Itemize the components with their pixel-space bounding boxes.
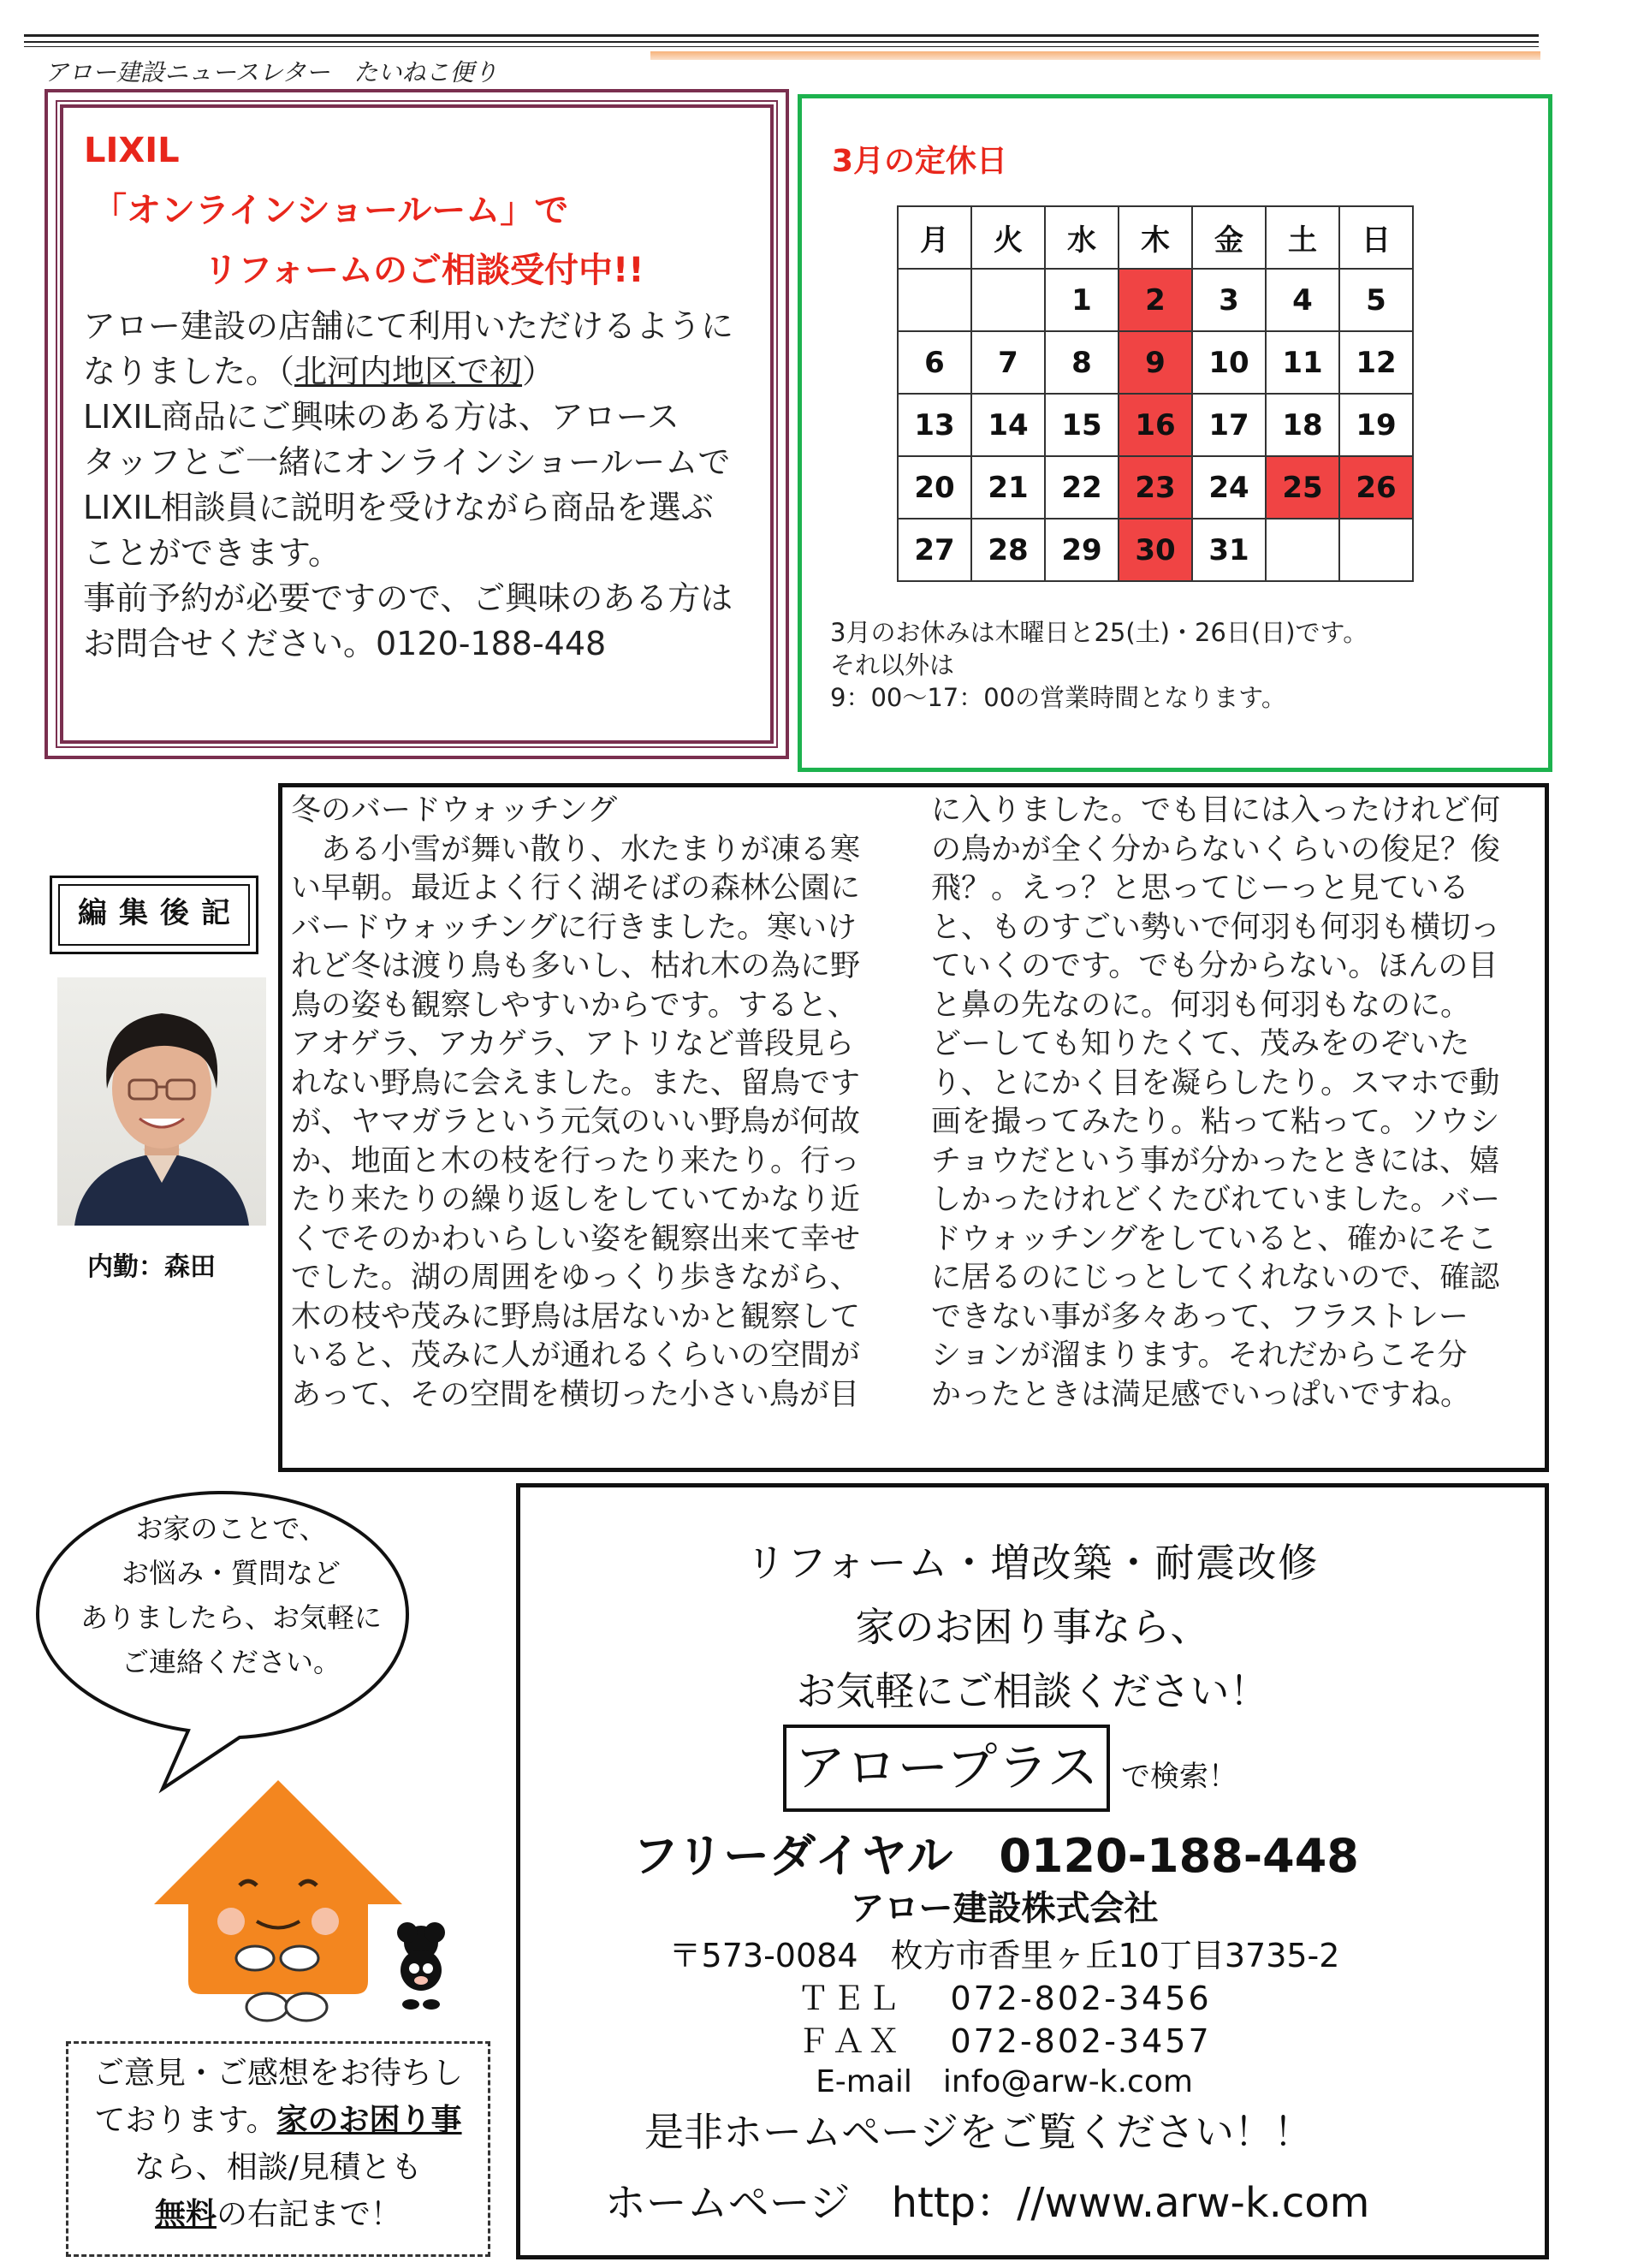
essay-line: れない野鳥に会えました。また、留鳥です: [291, 1066, 861, 1101]
essay-line: 冬のバードウォッチング: [291, 793, 618, 828]
weekday-header: 木: [1119, 206, 1192, 269]
house-trouble-emphasis: 家のお困り事: [276, 2103, 462, 2138]
homepage-url: ホームページ http：//www.arw-k.com: [604, 2179, 1370, 2227]
calendar-day: 14: [971, 394, 1045, 456]
calendar-day: 31: [1192, 519, 1266, 581]
calendar-day: 5: [1339, 269, 1413, 331]
lixil-body-line: タッフとご一緒にオンラインショールームで: [83, 443, 731, 481]
company-name: アロー建設株式会社: [850, 1889, 1159, 1928]
editor-note-label-box: [50, 876, 258, 954]
calendar-empty-cell: [1266, 519, 1339, 581]
calendar-empty-cell: [971, 269, 1045, 331]
essay-line: チョウだという事が分かったときには、嬉: [931, 1143, 1499, 1179]
calendar-day: 11: [1266, 331, 1339, 394]
lixil-body-line: LIXIL相談員に説明を受けながら商品を選ぶ: [83, 489, 714, 526]
calendar-empty-cell: [898, 269, 971, 331]
essay-line: ドウォッチングをしていると、確かにそこ: [931, 1221, 1498, 1256]
lixil-body-line: アロー建設の店舗にて利用いただけるように: [83, 307, 734, 345]
feedback-note-text: ご意見・ご感想をお待ちし ております。家のお困り事 なら、相談/見積とも 無料の右記まで！: [92, 2056, 463, 2232]
essay-line: に居るのにじっとしてくれないので、確認: [931, 1261, 1500, 1295]
freedial: フリーダイヤル 0120-188-448: [632, 1829, 1359, 1883]
calendar-day: 19: [1339, 394, 1413, 456]
weekday-header: 日: [1339, 206, 1413, 269]
calendar-day: 21: [971, 456, 1045, 519]
calendar-day: 10: [1192, 331, 1266, 394]
essay-line: が、ヤマガラという元気のいい野鳥が何故: [291, 1105, 861, 1139]
tel: ＴＥＬ 072-802-3456: [797, 1980, 1212, 2017]
essay-line: と鼻の先なのに。何羽も何羽もなのに。: [931, 988, 1471, 1023]
calendar-day: 30: [1119, 519, 1192, 581]
essay-line: ていくのです。でも分からない。ほんの目: [931, 949, 1498, 983]
search-keyword-box: アロープラス: [783, 1725, 1110, 1812]
calendar-day: 25: [1266, 456, 1339, 519]
calendar-empty-cell: [1339, 519, 1413, 581]
lixil-heading-showroom: 「オンラインショールーム」で: [92, 191, 569, 230]
homepage-message: 是非ホームページをご覧ください！！: [644, 2109, 1314, 2155]
lixil-body-line: ことができます。: [83, 534, 341, 572]
calendar-title: 3月の定休日: [832, 144, 1008, 179]
staff-caption: 内勤：森田: [87, 1252, 216, 1282]
address: 〒573-0084 枚方市香里ヶ丘10丁目3735-2: [668, 1937, 1340, 1974]
essay-line: れど冬は渡り鳥も多いし、枯れ木の為に野: [291, 949, 861, 983]
lixil-body-line: LIXIL商品にご興味のある方は、アロース: [83, 398, 679, 436]
essay-line: バードウォッチングに行きました。寒いけ: [291, 910, 858, 945]
essay-line: いると、茂みに人が通れるくらいの空間が: [291, 1339, 861, 1373]
essay-line: できない事が多々あって、フラストレー: [931, 1299, 1469, 1334]
calendar-day: 27: [898, 519, 971, 581]
lixil-body: [83, 304, 759, 667]
weekday-header: 水: [1045, 206, 1119, 269]
essay-line: 画を撮ってみたり。粘って粘って。ソウシ: [931, 1105, 1500, 1139]
calendar-day: 18: [1266, 394, 1339, 456]
essay-line: 飛？。えっ？と思ってじーっと見ている: [931, 871, 1469, 905]
lixil-heading-brand: LIXIL: [84, 131, 180, 170]
essay-line: くでそのかわいらしい姿を観察出来て幸せ: [291, 1221, 861, 1256]
weekday-header: 火: [971, 206, 1045, 269]
house-mascot-icon: [154, 1780, 479, 2028]
essay-line: かったときは満足感でいっぱいですね。: [931, 1377, 1471, 1412]
calendar-day: 26: [1339, 456, 1413, 519]
lixil-heading-consult: リフォームのご相談受付中!!: [204, 251, 644, 290]
header-rule-third: [24, 46, 1539, 47]
calendar-day: 2: [1119, 269, 1192, 331]
calendar-day: 17: [1192, 394, 1266, 456]
holiday-calendar: [897, 205, 1414, 582]
essay-line: か、地面と木の枝を行ったり来たり。行っ: [291, 1143, 861, 1179]
lixil-phone-line: お問合せください。0120-188-448: [83, 625, 607, 662]
newsletter-title: アロー建設ニュースレター たいねこ便り: [45, 58, 498, 86]
calendar-day: 8: [1045, 331, 1119, 394]
calendar-day: 15: [1045, 394, 1119, 456]
calendar-day: 3: [1192, 269, 1266, 331]
calendar-day: 13: [898, 394, 971, 456]
essay-line: しかったけれどくたびれていました。バー: [931, 1183, 1501, 1217]
editor-note-label: 編集後記: [58, 884, 250, 946]
calendar-day: 9: [1119, 331, 1192, 394]
calendar-day: 4: [1266, 269, 1339, 331]
essay-line: に入りました。でも目には入ったけれど何: [931, 793, 1501, 828]
calendar-day: 20: [898, 456, 971, 519]
calendar-day: 24: [1192, 456, 1266, 519]
weekday-header: 月: [898, 206, 971, 269]
staff-photo: [57, 977, 266, 1226]
essay-line: たり来たりの繰り返しをしていてかなり近: [291, 1183, 861, 1217]
essay-line: の鳥かが全く分からないくらいの俊足？俊: [931, 832, 1501, 867]
contact-lead-2: お気軽にご相談ください！: [796, 1668, 1269, 1714]
calendar-day: 1: [1045, 269, 1119, 331]
essay-column-right: [931, 792, 1500, 1415]
fax: ＦＡＸ 072-802-3457: [797, 2022, 1212, 2060]
calendar-day: 28: [971, 519, 1045, 581]
calendar-day: 22: [1045, 456, 1119, 519]
header-rule-second: [24, 41, 1539, 43]
essay-line: でした。湖の周囲をゆっくり歩きながら、: [291, 1261, 860, 1295]
calendar-day: 23: [1119, 456, 1192, 519]
essay-line: り、とにかく目を凝らしたり。スマホで動: [931, 1066, 1500, 1101]
email: E-mail info@arw-k.com: [816, 2064, 1193, 2099]
first-in-region-note: 北河内地区で初: [294, 353, 523, 390]
essay-column-left: [291, 792, 860, 1415]
bubble-text: お家のことで、 お悩み・質問など ありましたら、お気軽に ご連絡ください。: [80, 1512, 382, 1678]
lixil-body-line: 事前予約が必要ですので、ご興味のある方は: [83, 579, 733, 617]
essay-line: ある小雪が舞い散り、水たまりが凍る寒: [291, 832, 861, 867]
free-emphasis: 無料: [154, 2197, 217, 2232]
header-rule-top: [24, 34, 1539, 37]
lixil-body-line: なりました。（北河内地区で初）: [83, 353, 555, 390]
weekday-header: 土: [1266, 206, 1339, 269]
search-suffix: で検索！: [1121, 1760, 1237, 1794]
header-accent-bar: [650, 51, 1540, 60]
weekday-header: 金: [1192, 206, 1266, 269]
calendar-day: 12: [1339, 331, 1413, 394]
essay-line: あって、その空間を横切った小さい鳥が目: [291, 1377, 859, 1412]
essay-line: 木の枝や茂みに野鳥は居ないかと観察して: [291, 1299, 861, 1334]
contact-lead-1: 家のお困り事なら、: [855, 1604, 1210, 1650]
essay-line: ションが溜まります。それだからこそ分: [931, 1339, 1468, 1373]
calendar-day: 29: [1045, 519, 1119, 581]
calendar-day: 7: [971, 331, 1045, 394]
essay-line: い早朝。最近よく行く湖そばの森林公園に: [291, 871, 861, 905]
essay-line: と、ものすごい勢いで何羽も何羽も横切っ: [931, 910, 1501, 945]
calendar-day: 6: [898, 331, 971, 394]
calendar-day: 16: [1119, 394, 1192, 456]
essay-line: アオゲラ、アカゲラ、アトリなど普段見ら: [291, 1027, 855, 1061]
essay-line: どーしても知りたくて、茂みをのぞいた: [931, 1027, 1470, 1061]
services-line: リフォーム・増改築・耐震改修: [745, 1540, 1320, 1586]
calendar-note: 3月のお休みは木曜日と25(土)・26日(日)です。 それ以外は 9：00～17：00の営業時間となります。: [830, 618, 1368, 712]
essay-line: 鳥の姿も観察しやすいからです。すると、: [291, 988, 858, 1023]
